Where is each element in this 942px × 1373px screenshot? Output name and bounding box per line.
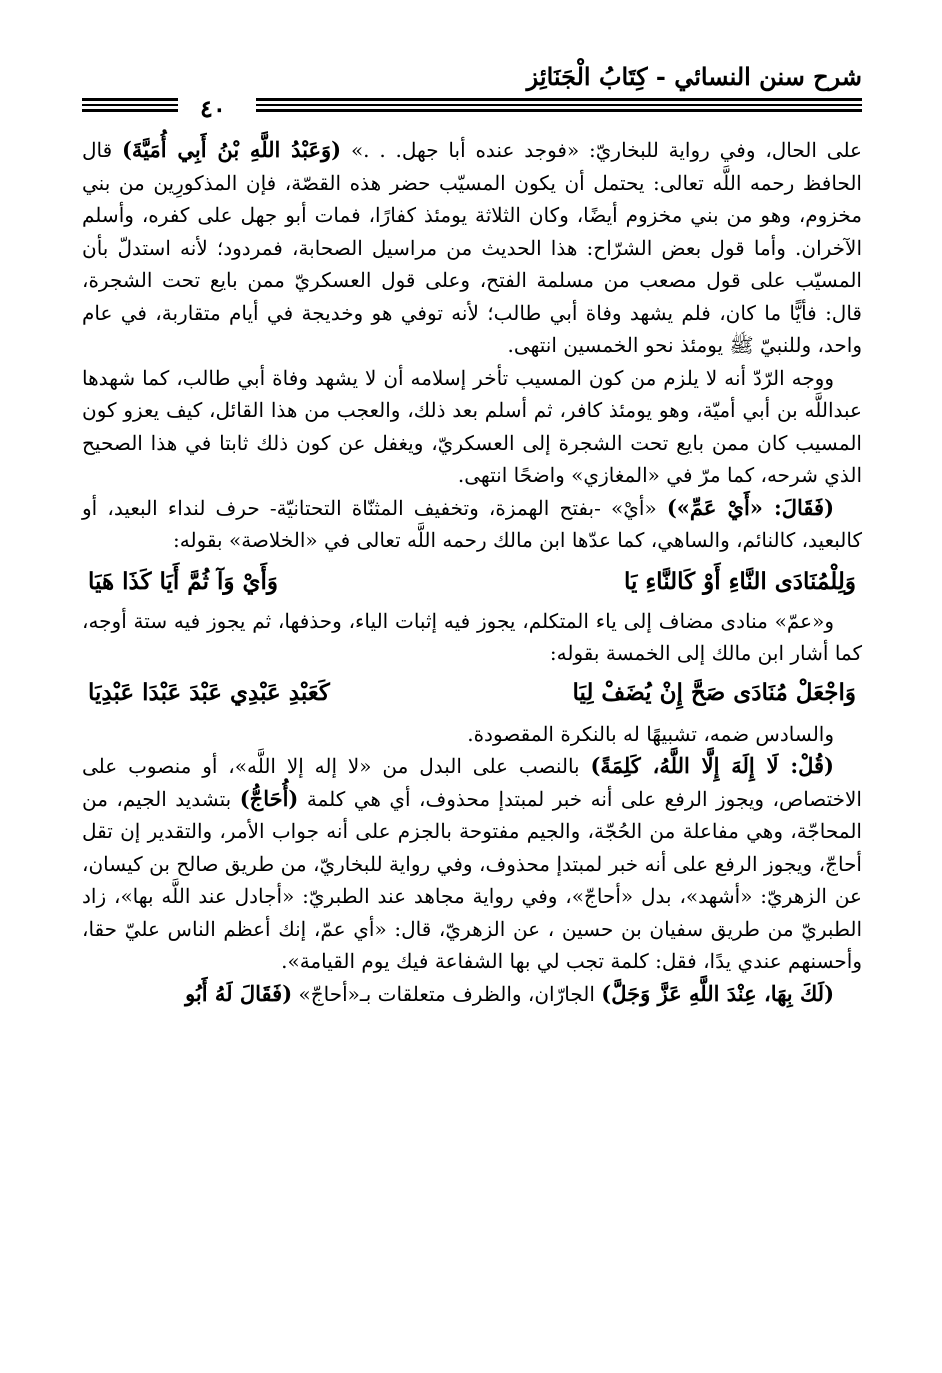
header-rule-short bbox=[82, 98, 178, 111]
text-run: على الحال، وفي رواية للبخاريّ: «فوجد عنده أبا جهل. . .» bbox=[341, 138, 862, 162]
text-run: قال الحافظ رحمه اللَّه تعالى: يحتمل أن يكون المسيّب حضر هذه القصّة، فإن المذكورِين من بني مخزوم، وهو من بني مخزوم أيضًا، وكان الثلاثة يومئذ كفارًا، فمات أبو جهل على كفره، وأسلم الآخران. وأما قول بعض الشرّاح: هذا الحديث من مراسيل الصحابة، فمردود؛ لأنه استدلّ بأن المسيّب على قول مصعب من مسلمة الفتح، وعلى قول العسكريّ ممن بايع تحت الشجرة، قال: فأيًّا ما كان، فلم يشهد وفاة أبي طالب؛ لأنه توفي هو وخديجة في أيام متقاربة، في عام واحد، وللنبيّ ﷺ يومئذ نحو الخمسين انتهى. bbox=[82, 138, 862, 357]
poetry-verse bbox=[82, 561, 862, 603]
verse-hemistich: وَلِلْمُنَادَى النَّاءِ أَوْ كَالنَّاءِ يَا bbox=[623, 567, 856, 595]
page-body bbox=[82, 134, 862, 1010]
paragraph bbox=[82, 134, 862, 362]
header-rule bbox=[256, 98, 862, 111]
page-number: ٤٠ bbox=[200, 94, 226, 123]
poetry-verse bbox=[82, 672, 862, 714]
hadith-quote: (قُلْ: لَا إِلَهَ إِلَّا اللَّهُ، كَلِمَةً) bbox=[590, 753, 834, 778]
page-header bbox=[82, 56, 862, 123]
paragraph bbox=[82, 750, 862, 978]
verse-hemistich: وَأَيْ وَآ ثُمَّ أَيَا كَذَا هَيَا bbox=[88, 567, 279, 595]
verse-hemistich: كَعَبْدِ عَبْدِي عَبْدَ عَبْدَا عَبْدِيَا bbox=[88, 678, 330, 706]
paragraph: و«عمّ» منادى مضاف إلى ياء المتكلم، يجوز فيه إثبات الياء، وحذفها، ثم يجوز فيه ستة أوجه، كما أشار ابن مالك إلى الخمسة بقوله: bbox=[82, 608, 862, 665]
hadith-quote: (أُحَاجُّ) bbox=[239, 785, 299, 811]
paragraph: والسادس ضمه، تشبيهًا له بالنكرة المقصودة. bbox=[467, 721, 834, 746]
text-run: الجارّان، والظرف متعلقات بـ«أحاجّ» bbox=[292, 981, 602, 1006]
hadith-quote: (وَعَبْدُ اللَّهِ بْنُ أَبِي أُمَيَّةَ) bbox=[122, 137, 342, 162]
hadith-quote: (فَقَالَ: «أَيْ عَمِّ») bbox=[666, 494, 835, 520]
paragraph bbox=[82, 978, 862, 1011]
paragraph: ووجه الرّدّ أنه لا يلزم من كون المسيب تأخر إسلامه أن لا يشهد وفاة أبي طالب، كما شهدها عبداللَّه بن أبي أميّة، وهو يومئذ كافر، ثم أسلم بعد ذلك، والعجب من هذا القائل، كيف يعزو كون المسيب كان ممن بايع تحت الشجرة إلى العسكريّ، ويغفل عن كون ذلك ثابتا في هذا الصحيح الذي شرحه، كما مرّ في «المغازي» واضحًا انتهى. bbox=[82, 365, 862, 487]
hadith-quote: (لَكَ بِهَا، عِنْدَ اللَّهِ عَزَّ وَجَلَّ) bbox=[601, 980, 834, 1006]
text-run: «أيْ» -بفتح الهمزة، وتخفيف المثنّاة التحتانيّة- حرف لنداء البعيد، أو كالبعيد، كالنائم، والساهي، كما عدّها ابن مالك رحمه اللَّه تعالى في «الخلاصة» بقوله: bbox=[82, 495, 862, 552]
running-title: شرح سنن النسائي - كِتَابُ الْجَنَائِز bbox=[526, 62, 862, 91]
text-run: بتشديد الجيم، من المحاجّة، وهي مفاعلة من الحُجّة، والجيم مفتوحة بالجزم على أنه جواب الأمر، والتقدير إن تقل أحاجّ، ويجوز الرفع على أنه خبر لمبتدإ محذوف، وفي رواية للبخاريّ، من طريق صالح بن كيسان، عن الزهريّ: «أشهد»، بدل «أحاجّ»، وفي رواية مجاهد عند الطبريّ: «أجادل عند اللَّه بها»، زاد الطبريّ من طريق سفيان بن حسين ، عن الزهريّ، قال: «أي عمّ، إنك أعظم الناس عليّ حقا، وأحسنهم عندي يدًا، فقل: كلمة تجب لي بها الشفاعة فيك يوم القيامة». bbox=[82, 786, 862, 973]
text-run: بالنصب على البدل من «لا إله إلا اللَّه»، أو منصوب على الاختصاص، ويجوز الرفع على أنه خبر لمبتدإ محذوف، أي هي كلمة bbox=[82, 754, 862, 811]
paragraph bbox=[82, 492, 862, 557]
hadith-quote: (فَقَالَ لَهُ أَبُو bbox=[185, 980, 293, 1006]
verse-hemistich: وَاجْعَلْ مُنَادَى صَحَّ إِنْ يُضَفْ لِيَا bbox=[572, 678, 856, 706]
